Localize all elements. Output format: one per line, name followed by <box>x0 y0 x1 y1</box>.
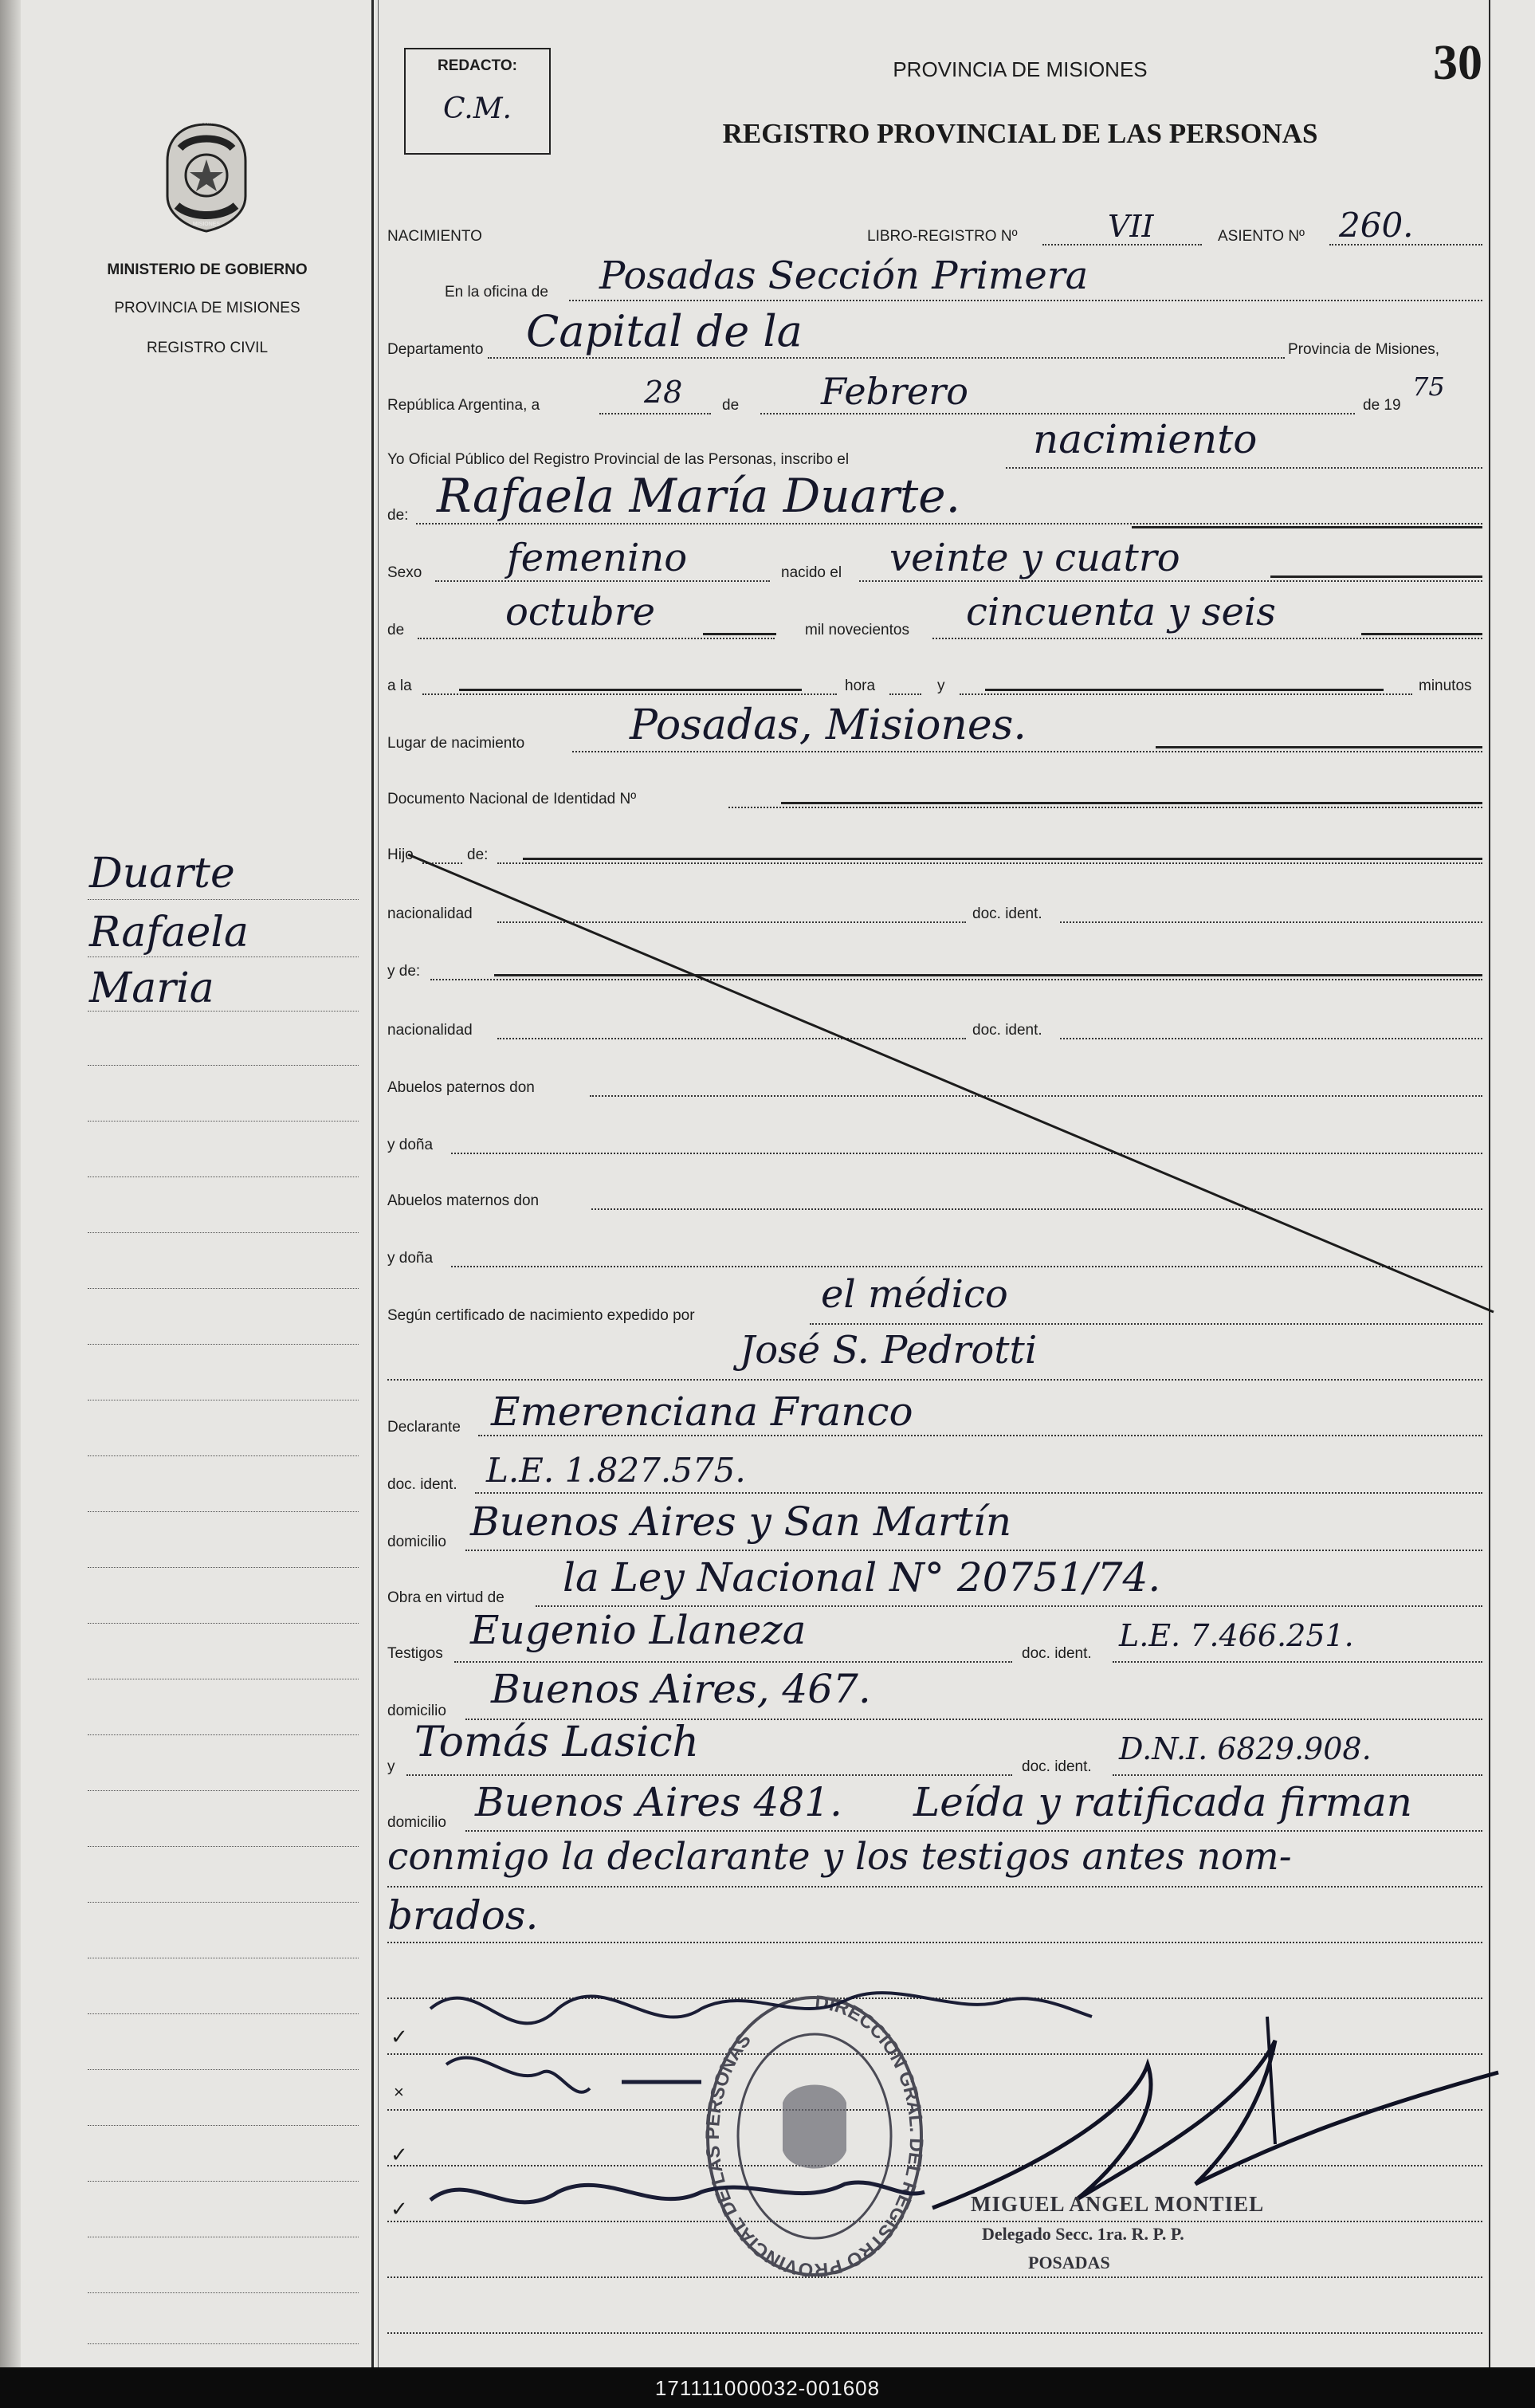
certificado-value: el médico <box>821 1272 1008 1317</box>
testigo2-domicilio-value: Buenos Aires 481. <box>475 1779 842 1825</box>
day-value: 28 <box>644 375 683 410</box>
testigo2-domicilio-label: domicilio <box>387 1814 446 1831</box>
ministry-line-2: PROVINCIA DE MISIONES <box>114 300 300 316</box>
declarante-label: Declarante <box>387 1419 461 1436</box>
margin-first-name: Rafaela <box>89 909 249 957</box>
closing-line-1: Leída y ratificada firman <box>913 1779 1412 1825</box>
signature-check-3: ✓ <box>391 2143 408 2166</box>
medico-value: José S. Pedrotti <box>740 1328 1038 1373</box>
y-label: y <box>937 678 945 694</box>
republica-label: República Argentina, a <box>387 397 540 414</box>
sexo-label: Sexo <box>387 564 422 581</box>
y-dona-2-label: y doña <box>387 1250 434 1267</box>
declarante-doc-value: L.E. 1.827.575. <box>486 1451 746 1490</box>
testigo2-y-label: y <box>387 1758 395 1775</box>
de-label: de <box>722 397 740 414</box>
province-line: PROVINCIA DE MISIONES <box>893 57 1148 81</box>
margin-middle-name: Maria <box>89 964 214 1012</box>
hijo-de-label: de: <box>467 847 489 863</box>
departamento-label: Departamento <box>387 341 484 358</box>
seal-ring-text: DIRECCION GRAL. DEL REGISTRO PROVINCIAL DE LAS PERSONAS <box>701 1991 928 2281</box>
declarante-value: Emerenciana Franco <box>491 1389 913 1435</box>
abuelos-maternos-label: Abuelos maternos don <box>387 1192 540 1209</box>
mil-label: mil novecientos <box>805 622 909 638</box>
y-dona-1-label: y doña <box>387 1137 434 1153</box>
act-type-label: NACIMIENTO <box>387 228 482 245</box>
lugar-value: Posadas, Misiones. <box>630 701 1027 749</box>
testigo1-value: Eugenio Llaneza <box>470 1607 807 1653</box>
birth-month-value: octubre <box>505 590 656 634</box>
doc-ident-2-label: doc. ident. <box>972 1022 1042 1039</box>
nacido-label: nacido el <box>781 564 842 581</box>
lugar-label: Lugar de nacimiento <box>387 735 525 752</box>
doc-ident-1-label: doc. ident. <box>972 905 1042 922</box>
minutos-label: minutos <box>1419 678 1472 694</box>
oficina-label: En la oficina de <box>445 284 548 301</box>
testigo1-doc-value: L.E. 7.466.251. <box>1119 1618 1354 1653</box>
year-value: 75 <box>1412 371 1445 402</box>
image-id: 171111000032-001608 <box>654 2376 881 2400</box>
de-name-label: de: <box>387 507 409 524</box>
signature-check-4: ✓ <box>391 2197 408 2221</box>
hora-label: hora <box>845 678 876 694</box>
emblem-bottom-text: MISIONES <box>192 222 221 227</box>
oficina-value: Posadas Sección Primera <box>599 253 1089 298</box>
libro-value: VII <box>1108 209 1154 244</box>
ministry-line-1: MINISTERIO DE GOBIERNO <box>107 261 308 278</box>
hijo-label: Hijo <box>387 847 414 863</box>
signature-check-1: ✓ <box>391 2025 408 2049</box>
testigo1-domicilio-label: domicilio <box>387 1703 446 1719</box>
testigo2-doc-value: D.N.I. 6829.908. <box>1119 1731 1372 1766</box>
asiento-value: 260. <box>1339 206 1414 245</box>
oficial-label: Yo Oficial Público del Registro Provincial de las Personas, inscribo el <box>387 451 850 468</box>
obra-value: la Ley Nacional N° 20751/74. <box>563 1554 1161 1601</box>
testigo2-doc-label: doc. ident. <box>1022 1758 1092 1775</box>
libro-label: LIBRO-REGISTRO Nº <box>867 228 1018 245</box>
testigo1-domicilio-value: Buenos Aires, 467. <box>491 1666 871 1712</box>
folio-number: 30 <box>1433 36 1482 90</box>
nacionalidad-2-label: nacionalidad <box>387 1022 473 1039</box>
signature-check-2: × <box>394 2082 404 2102</box>
month-value: Febrero <box>821 370 968 413</box>
a-la-label: a la <box>387 678 412 694</box>
redacto-label: REDACTO: <box>438 57 517 74</box>
nacionalidad-1-label: nacionalidad <box>387 905 473 922</box>
emblem-top-text: PROVINCIA <box>190 120 222 125</box>
birth-day-value: veinte y cuatro <box>889 536 1180 580</box>
ministry-line-3: REGISTRO CIVIL <box>146 340 269 356</box>
official-title: Delegado Secc. 1ra. R. P. P. <box>982 2224 1184 2244</box>
domicilio-value: Buenos Aires y San Martín <box>470 1499 1012 1545</box>
abuelos-paternos-label: Abuelos paternos don <box>387 1079 535 1096</box>
child-name-value: Rafaela María Duarte. <box>437 469 961 523</box>
birth-year-value: cincuenta y seis <box>966 590 1276 634</box>
testigos-label: Testigos <box>387 1645 443 1662</box>
asiento-label: ASIENTO Nº <box>1218 228 1305 245</box>
testigo1-doc-label: doc. ident. <box>1022 1645 1092 1662</box>
certificado-label: Según certificado de nacimiento expedido por <box>387 1307 695 1324</box>
dni-label: Documento Nacional de Identidad Nº <box>387 791 637 807</box>
departamento-value: Capital de la <box>526 306 803 356</box>
testigo2-value: Tomás Lasich <box>414 1719 699 1766</box>
year-label: de 19 <box>1363 397 1401 414</box>
y-de-label: y de: <box>387 963 421 980</box>
official-name: MIGUEL ANGEL MONTIEL <box>971 2192 1265 2216</box>
provincia-label: Provincia de Misiones, <box>1288 341 1440 358</box>
declarante-doc-label: doc. ident. <box>387 1476 457 1493</box>
margin-surname: Duarte <box>89 850 235 898</box>
redacto-value: C.M. <box>442 92 512 125</box>
birth-month-label: de <box>387 622 405 638</box>
oficial-value: nacimiento <box>1033 416 1258 462</box>
closing-line-2: conmigo la declarante y los testigos antes nom- <box>387 1835 1292 1879</box>
official-city: POSADAS <box>1028 2253 1110 2272</box>
sexo-value: femenino <box>507 536 688 580</box>
closing-line-3: brados. <box>387 1892 539 1939</box>
obra-label: Obra en virtud de <box>387 1589 504 1606</box>
domicilio-label: domicilio <box>387 1534 446 1550</box>
registry-title: REGISTRO PROVINCIAL DE LAS PERSONAS <box>722 118 1318 149</box>
